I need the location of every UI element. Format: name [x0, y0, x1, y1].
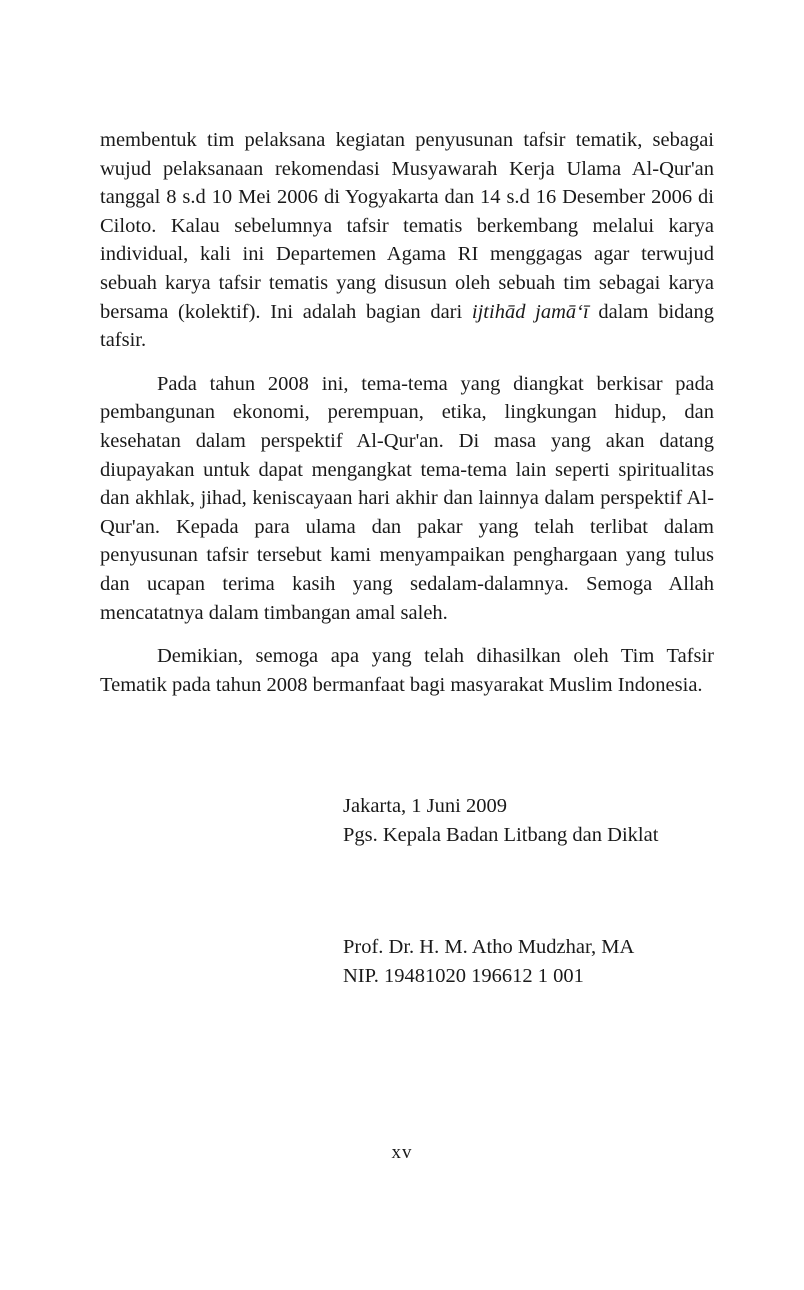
paragraph-tim-tafsir: [100, 126, 714, 355]
paragraph-penutup: Demikian, semoga apa yang telah dihasilkan oleh Tim Tafsir Tematik pada tahun 2008 bermanfaat bagi masyarakat Muslim Indonesia.: [100, 645, 714, 696]
signature-footer: [343, 933, 634, 990]
paragraph-tema-2008: Pada tahun 2008 ini, tema-tema yang diangkat berkisar pada pembangunan ekonomi, perempuan, etika, lingkungan hidup, dan kesehatan dalam perspektif Al-Qur'an. Di masa yang akan datang diupayakan untuk dapat mengangkat tema-tema lain seperti spiritualitas dan akhlak, jihad, keniscayaan hari akhir dan lainnya dalam perspektif Al-Qur'an. Kepada para ulama dan pakar yang telah terlibat dalam penyusunan tafsir tersebut kami menyampaikan penghargaan yang tulus dan ucapan terima kasih yang sedalam-dalamnya. Semoga Allah mencatatnya dalam timbangan amal saleh.: [100, 372, 714, 624]
paragraph-text: membentuk tim pelaksana kegiatan penyusunan tafsir tematik, sebagai wujud pelaksanaan rekomendasi Musyawarah Kerja Ulama Al-Qur'an tanggal 8 s.d 10 Mei 2006 di Yogyakarta dan 14 s.d 16 Desember 2006 di Ciloto. Kalau sebelumnya tafsir tematis berkembang melalui karya individual, kali ini Departemen Agama RI menggagas agar terwujud sebuah karya tafsir tematis yang disusun oleh sebuah tim sebagai karya bersama (kolektif). Ini adalah bagian dari: [100, 129, 714, 323]
paragraph-text: dalam bidang tafsir.: [100, 300, 714, 352]
signatory-name: Prof. Dr. H. M. Atho Mudzhar, MA: [343, 936, 635, 958]
italic-term: ijtihād jamā‘ī: [471, 300, 589, 323]
signature-position: Pgs. Kepala Badan Litbang dan Diklat: [343, 823, 659, 846]
document-body: [100, 126, 714, 699]
signature-header: [343, 792, 658, 849]
page-number: xv: [391, 1142, 413, 1163]
signature-place-date: Jakarta, 1 Juni 2009: [343, 795, 507, 817]
signatory-nip: NIP. 19481020 196612 1 001: [343, 964, 584, 987]
